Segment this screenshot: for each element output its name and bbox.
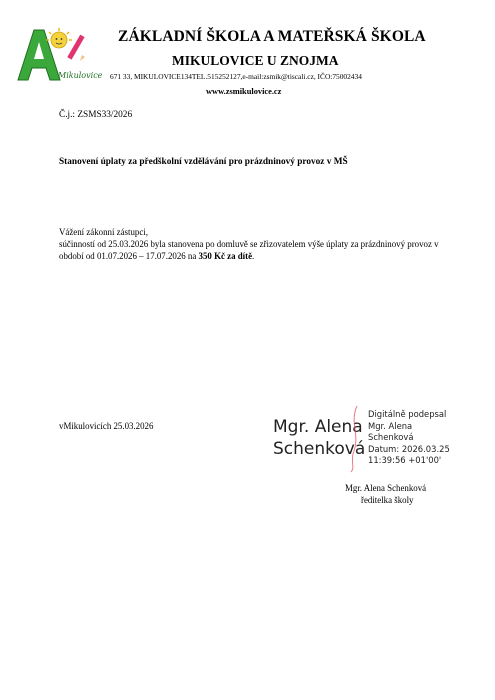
school-name-line2: MIKULOVICE U ZNOJMA bbox=[172, 53, 339, 68]
signature-detail-line: 11:39:56 +01'00' bbox=[368, 455, 442, 466]
school-website-link[interactable]: www.zsmikulovice.cz bbox=[206, 87, 282, 96]
school-name-line1: ZÁKLADNÍ ŠKOLA A MATEŘSKÁ ŠKOLA bbox=[118, 28, 426, 45]
signature-detail-line: Mgr. Alena bbox=[368, 420, 413, 431]
body-paragraph bbox=[59, 239, 439, 263]
svg-text:ZŠ a MŠ: ZŠ a MŠ bbox=[16, 35, 29, 57]
svg-text:Mikulovice: Mikulovice bbox=[58, 71, 103, 80]
fee-amount: 350 Kč za dítě bbox=[198, 250, 253, 261]
document-subject: Stanovení úplaty za předškolní vzdělávání pro prázdninový provoz v MŠ bbox=[59, 157, 348, 167]
school-address: 671 33, MIKULOVICE134TEL.515252127,e-mail:zsmik@tiscali.cz, IČO:75002434 bbox=[110, 72, 362, 81]
salutation: Vážení zákonní zástupci, bbox=[59, 227, 148, 237]
signer-name: Mgr. Alena Schenková bbox=[345, 483, 427, 493]
signature-name-line2: Schenková bbox=[273, 439, 366, 459]
reference-number: Č.j.: ZSMS33/2026 bbox=[59, 110, 133, 120]
signature-mark-icon bbox=[345, 404, 365, 474]
signature-detail-line: Digitálně podepsal bbox=[368, 409, 447, 419]
signature-detail-line: Datum: 2026.03.25 bbox=[368, 443, 450, 454]
signer-block bbox=[345, 483, 426, 506]
body-text-part1: súčinností od 25.03.2026 byla stanovena po domluvě se zřizovatelem výše úplaty za prázdninový provoz v období od 01.07.2026 – 17.07.2026 na bbox=[59, 238, 439, 261]
signer-role: ředitelka školy bbox=[361, 494, 414, 505]
place-and-date: vMikulovicích 25.03.2026 bbox=[59, 421, 154, 431]
body-text bbox=[59, 227, 439, 262]
signature-detail-line: Schenková bbox=[368, 432, 414, 443]
body-text-end: . bbox=[252, 250, 255, 261]
signature-name-line1: Mgr. Alena bbox=[273, 417, 363, 437]
school-logo-icon bbox=[12, 26, 103, 82]
digital-signature-details bbox=[368, 409, 450, 467]
